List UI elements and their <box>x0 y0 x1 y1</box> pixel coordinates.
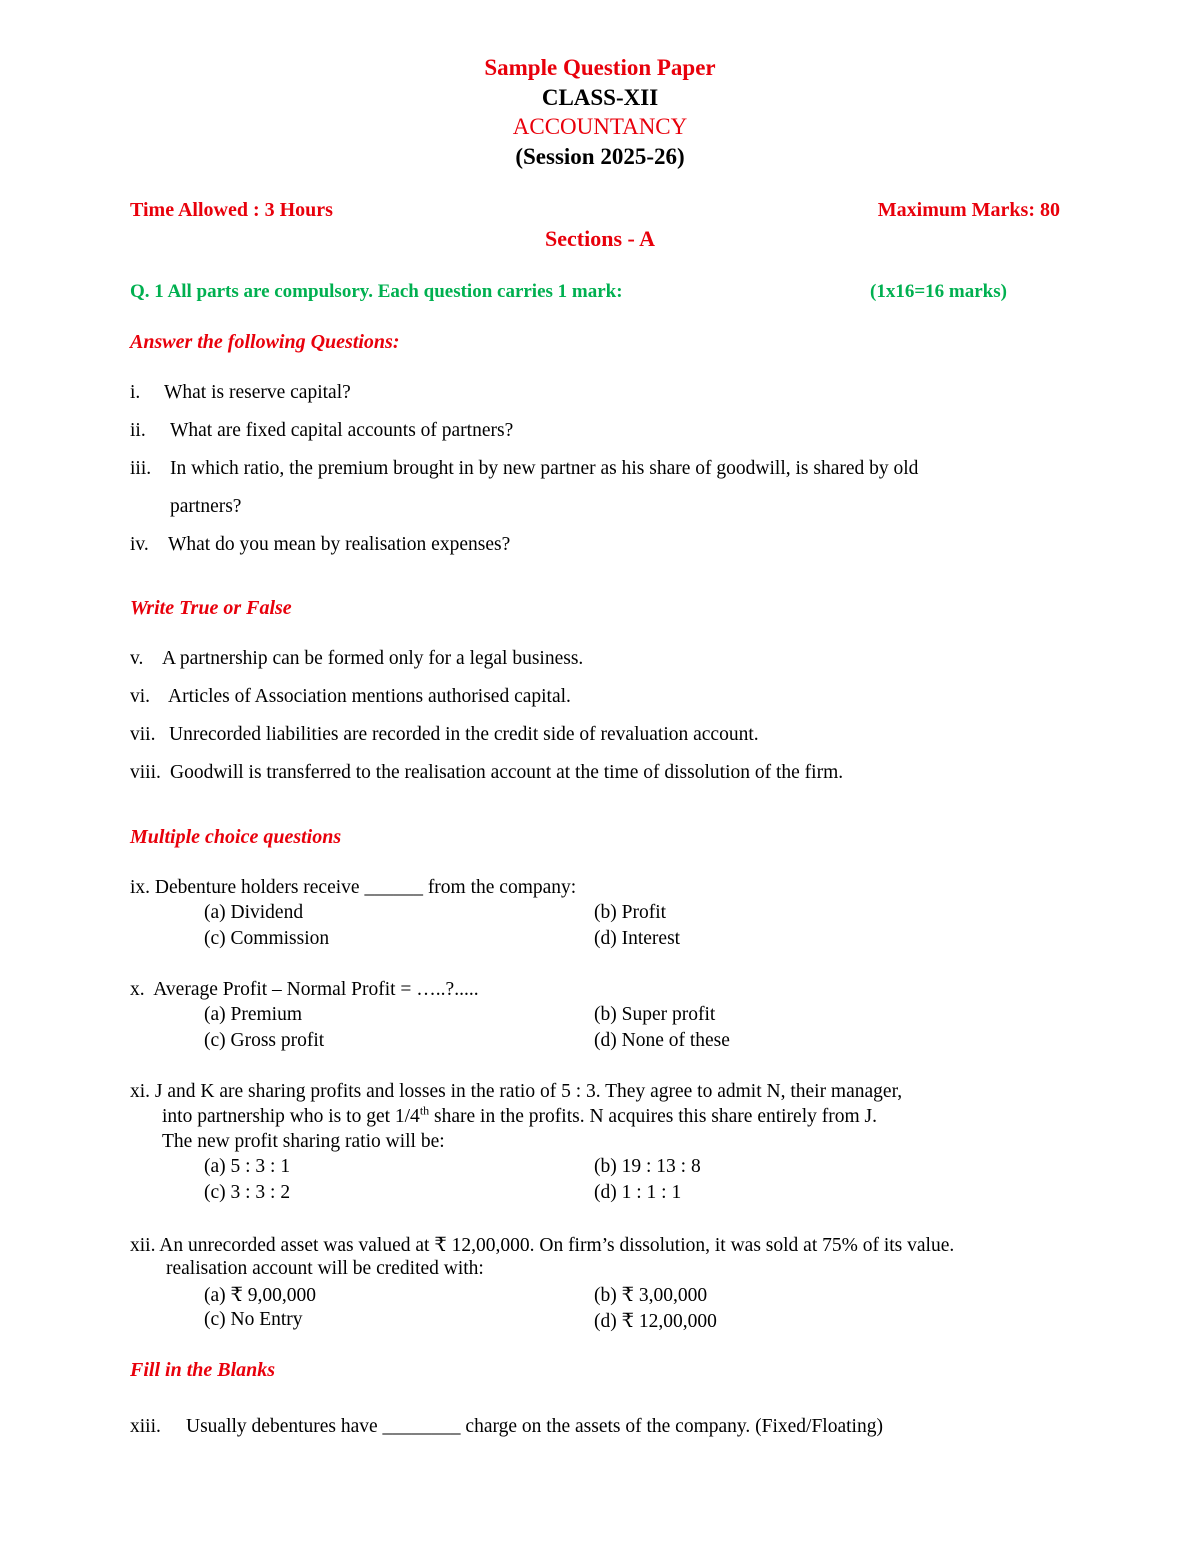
group-heading-true-false: Write True or False <box>130 597 292 619</box>
question-number: iii. <box>130 458 152 479</box>
question-text-continued: partners? <box>170 496 242 517</box>
mcq-option: (b) ₹ 3,00,000 <box>594 1285 708 1306</box>
question-number: vii. <box>130 724 156 745</box>
mcq-line-text: into partnership who is to get 1/4 <box>162 1106 420 1127</box>
mcq-option: (b) 19 : 13 : 8 <box>594 1156 701 1177</box>
mcq-question-line: The new profit sharing ratio will be: <box>162 1131 445 1152</box>
question-text: Goodwill is transferred to the realisation account at the time of dissolution of the firm. <box>170 762 844 783</box>
subject-label: ACCOUNTANCY <box>512 114 688 139</box>
question-text: What are fixed capital accounts of partners? <box>170 420 514 441</box>
group-heading-fill-blanks: Fill in the Blanks <box>130 1359 276 1381</box>
mcq-option: (c) Commission <box>204 928 330 949</box>
question-text: Usually debentures have ________ charge on the assets of the company. (Fixed/Floating) <box>186 1416 883 1437</box>
question-number: v. <box>130 648 144 669</box>
group-heading-answer: Answer the following Questions: <box>130 331 400 353</box>
question-number: i. <box>130 382 141 403</box>
question-number: ii. <box>130 420 146 441</box>
mcq-option: (b) Super profit <box>594 1004 716 1025</box>
question-text: Unrecorded liabilities are recorded in the credit side of revaluation account. <box>169 724 759 745</box>
mcq-question-line: xi. J and K are sharing profits and losses in the ratio of 5 : 3. They agree to admit N, their manager, <box>130 1081 903 1102</box>
question-item <box>130 458 918 480</box>
question-item <box>130 648 583 670</box>
mcq-option: (c) No Entry <box>204 1309 303 1330</box>
mcq-option: (a) 5 : 3 : 1 <box>204 1156 291 1177</box>
mcq-line-text: share in the profits. N acquires this share entirely from J. <box>429 1106 877 1127</box>
q1-instruction: Q. 1 All parts are compulsory. Each question carries 1 mark: <box>130 281 623 302</box>
session-label: (Session 2025-26) <box>515 144 685 169</box>
mcq-question-line: x. Average Profit – Normal Profit = …..?..... <box>130 979 479 1000</box>
mcq-option: (c) 3 : 3 : 2 <box>204 1182 291 1203</box>
mcq-question-line: ix. Debenture holders receive ______ from the company: <box>130 877 577 898</box>
question-item <box>130 382 351 404</box>
question-item <box>130 762 843 784</box>
time-allowed: Time Allowed : 3 Hours <box>130 199 333 221</box>
mcq-option: (a) ₹ 9,00,000 <box>204 1285 317 1306</box>
question-number: xiii. <box>130 1416 161 1437</box>
question-number: iv. <box>130 534 149 555</box>
class-label: CLASS-XII <box>541 85 659 110</box>
question-text: A partnership can be formed only for a legal business. <box>162 648 584 669</box>
mcq-option: (b) Profit <box>594 902 667 923</box>
question-text: What is reserve capital? <box>164 382 351 403</box>
mcq-option: (a) Dividend <box>204 902 304 923</box>
mcq-option: (a) Premium <box>204 1004 303 1025</box>
mcq-option: (d) Interest <box>594 928 681 949</box>
mcq-option: (c) Gross profit <box>204 1030 325 1051</box>
question-item <box>130 420 513 442</box>
question-text: In which ratio, the premium brought in by new partner as his share of goodwill, is shared by old <box>170 458 919 479</box>
question-number: vi. <box>130 686 151 707</box>
mcq-option: (d) 1 : 1 : 1 <box>594 1182 682 1203</box>
mcq-question-line: xii. An unrecorded asset was valued at ₹ 12,00,000. On firm’s dissolution, it was sold at 75% of its value. <box>130 1235 955 1256</box>
question-item <box>130 686 571 708</box>
superscript: th <box>419 1103 430 1118</box>
group-heading-mcq: Multiple choice questions <box>130 826 342 848</box>
mcq-option: (d) None of these <box>594 1030 730 1051</box>
maximum-marks: Maximum Marks: 80 <box>877 199 1060 221</box>
q1-marks: (1x16=16 marks) <box>870 281 1007 302</box>
mcq-question-line <box>162 1103 877 1128</box>
section-title: Sections - A <box>545 226 655 251</box>
question-item <box>130 534 510 556</box>
question-number: viii. <box>130 762 161 783</box>
question-text: Articles of Association mentions authorised capital. <box>168 686 571 707</box>
question-item <box>130 724 759 746</box>
mcq-option: (d) ₹ 12,00,000 <box>594 1311 717 1332</box>
question-item <box>130 1416 883 1438</box>
question-text: What do you mean by realisation expenses? <box>168 534 511 555</box>
paper-title: Sample Question Paper <box>484 55 716 80</box>
mcq-question-line: realisation account will be credited with: <box>166 1258 484 1279</box>
